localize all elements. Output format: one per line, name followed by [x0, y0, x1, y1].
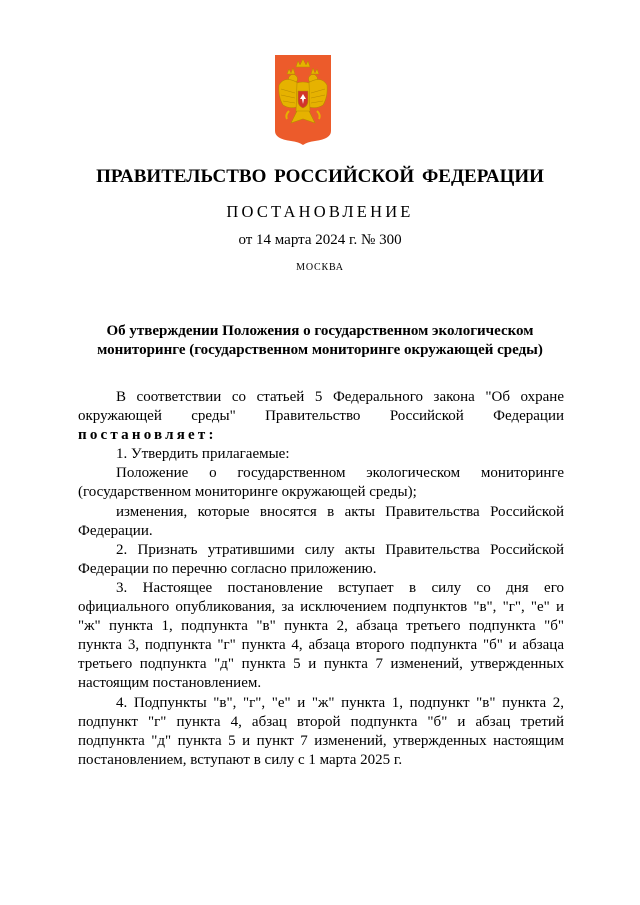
paragraph-preamble [78, 388, 564, 445]
paragraph-item-2: 2. Признать утратившими силу акты Правительства Российской Федерации по перечню согласно приложению. [78, 541, 564, 577]
paragraph-amendments: изменения, которые вносятся в акты Правительства Российской Федерации. [78, 503, 564, 539]
document-type: ПОСТАНОВЛЕНИЕ [226, 202, 414, 221]
preamble-text: В соответствии со статьей 5 Федерального закона "Об охране окружающей среды" Правительство Российской Федерации [78, 389, 564, 425]
paragraph-item-1: 1. Утвердить прилагаемые: [116, 446, 290, 463]
paragraph-item-3: 3. Настоящее постановление вступает в силу со дня его официального опубликования, за исключением подпунктов "в", "г", "е" и "ж" пункта 1, подпункта "в" пункта 2, абзаца третьего подпункта "б" пункта 3, подпункта "г" пункта 4, абзаца второго подпункта "б" и абзаца третьего подпункта "д" пункта 5 и пункта 7 изменений, утвержденных настоящим постановлением. [78, 579, 564, 692]
decision-word: постановляет: [78, 427, 217, 444]
document-subject: Об утверждении Положения о государственном экологическом мониторинге (государственном мониторинге окружающей среды) [97, 323, 543, 358]
document-date-number: от 14 марта 2024 г. № 300 [238, 232, 402, 248]
paragraph-regulation: Положение о государственном экологическом мониторинге (государственном мониторинге окружающей среды); [78, 465, 564, 501]
paragraph-item-4: 4. Подпункты "в", "г", "е" и "ж" пункта 1, подпункт "в" пункта 2, подпункт "г" пункта 4, абзац второй подпункта "б" и абзац третий подпункта "д" пункта 5 и пункт 7 изменений, утвержденных настоящим постановлением, вступают в силу с 1 марта 2025 г. [78, 694, 564, 768]
document-body [78, 388, 564, 770]
russian-coat-of-arms-icon [275, 55, 331, 145]
document-city: МОСКВА [296, 262, 344, 273]
government-title: ПРАВИТЕЛЬСТВО РОССИЙСКОЙ ФЕДЕРАЦИИ [96, 166, 544, 187]
